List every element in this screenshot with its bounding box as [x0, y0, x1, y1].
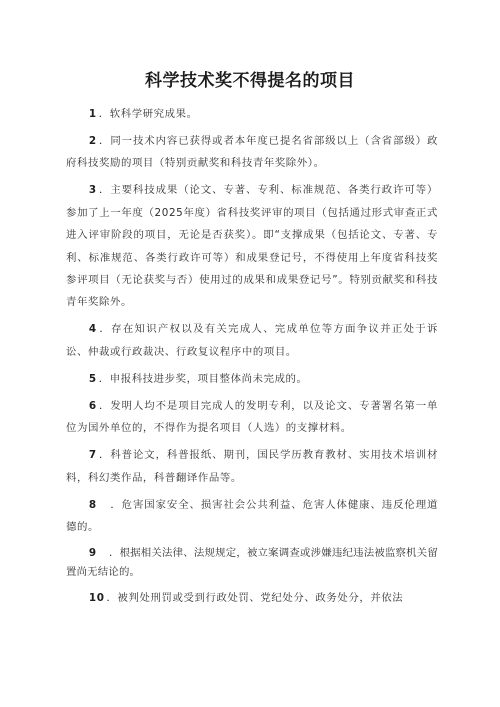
item-text: ．申报科技进步奖，项目整体尚未完成的。: [98, 372, 308, 385]
list-item-2: [66, 130, 438, 175]
item-number: 2: [88, 135, 97, 147]
list-item-10: [66, 587, 438, 609]
list-item-4: [66, 318, 438, 363]
item-number: 9: [88, 547, 97, 560]
item-text: ．科普论文，科普报纸、期刊，国民学历教育教材、实用技术培训材料，科幻类作品，科普翻译作品等。: [66, 449, 438, 484]
item-number: 5: [88, 372, 97, 385]
item-list: [66, 103, 438, 614]
item-number: 10: [88, 592, 105, 605]
list-item-8: [66, 494, 438, 539]
item-text: ．发明人均不是项目完成人的发明专利，以及论文、专著署名第一单位为国外单位的，不得作为提名项目（人选）的支撑材料。: [66, 399, 438, 435]
list-item-7: [66, 444, 438, 489]
item-number: 7: [88, 449, 97, 462]
item-text: ．根据相关法律、法规规定，被立案调查或涉嫌违纪违法被监察机关留置尚无结论的。: [66, 547, 438, 579]
list-item-3: [66, 179, 438, 313]
item-text: ．主要科技成果（论文、专著、专利、标准规范、各类行政许可等）参加了上一年度（2025年度）省科技奖评审的项目（包括通过形式审查正式进入评审阶段的项目，无论是否获奖）。即“支撑成果（包括论文、专著、专利、标准规范、各类行政许可等）和成果登记号，不得使用上年度省科技奖参评项目（无论获奖与否）使用过的成果和成果登记号”。特别贡献奖和科技青年奖除外。: [66, 184, 438, 309]
item-number: 3: [88, 184, 97, 197]
item-text: ．同一技术内容已获得或者本年度已提名省部级以上（含省部级）政府科技奖励的项目（特别贡献奖和科技青年奖除外）。: [66, 135, 438, 170]
item-number: 1: [88, 108, 97, 120]
page-title: 科学技术奖不得提名的项目: [145, 71, 355, 91]
item-number: 8: [88, 498, 97, 511]
list-item-1: [66, 103, 438, 125]
list-item-6: [66, 395, 438, 440]
item-number: 6: [88, 399, 97, 412]
item-number: 4: [88, 323, 97, 336]
list-item-5: [66, 368, 438, 390]
item-text: ．被判处刑罚或受到行政处罚、党纪处分、政务处分，并依法: [106, 592, 404, 605]
list-item-9: [66, 544, 438, 582]
item-text: ．存在知识产权以及有关完成人、完成单位等方面争议并正处于诉讼、仲裁或行政裁决、行政复议程序中的项目。: [66, 323, 438, 358]
item-text: ．危害国家安全、损害社会公共利益、危害人体健康、违反伦理道德的。: [66, 498, 438, 534]
item-text: ．软科学研究成果。: [98, 108, 198, 120]
